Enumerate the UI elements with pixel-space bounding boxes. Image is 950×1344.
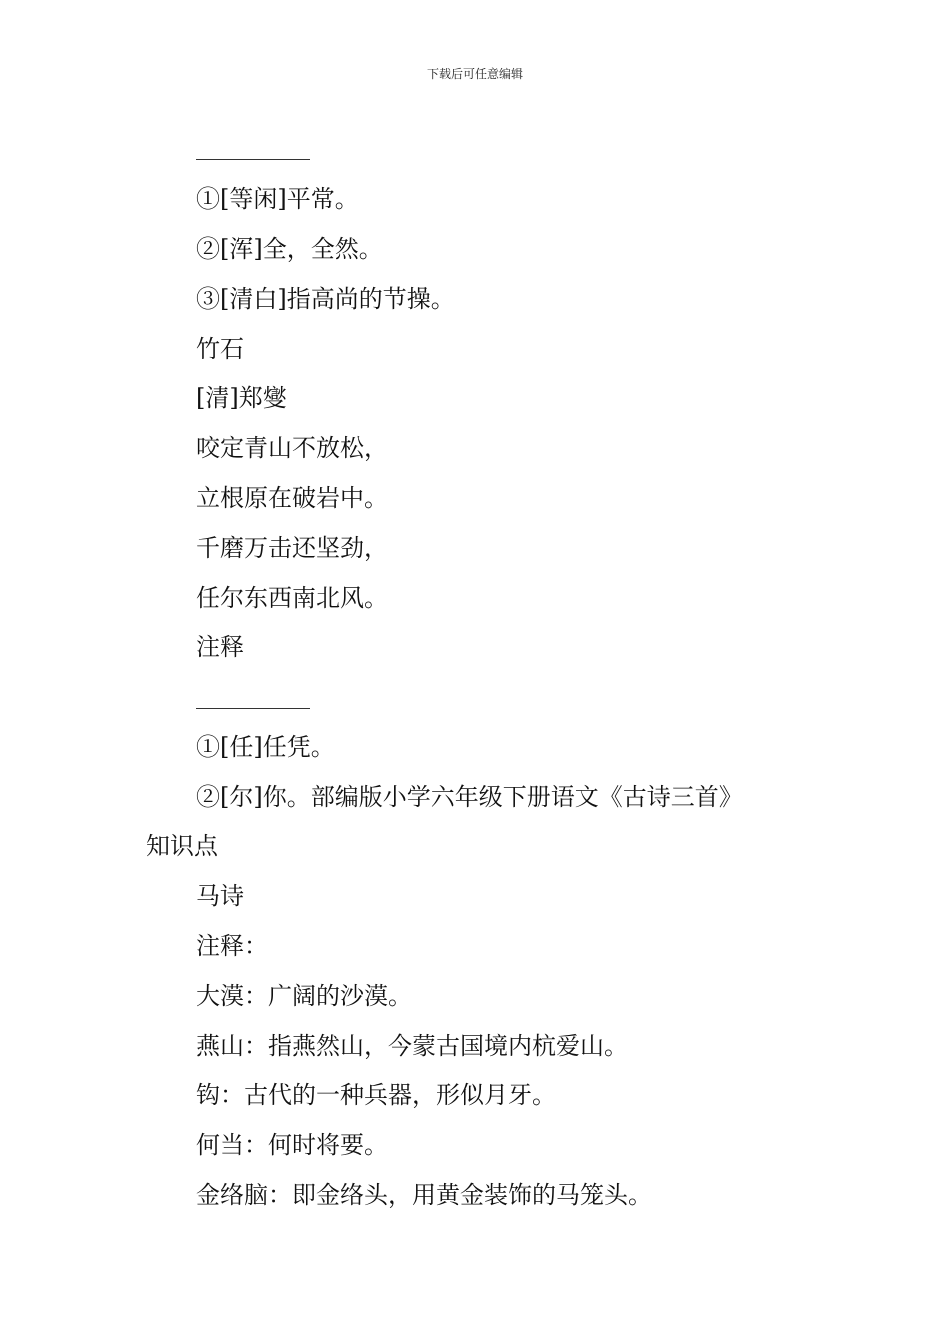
note-line: 燕山：指燕然山，今蒙古国境内杭爱山。	[196, 1032, 628, 1060]
poem-line: 千磨万击还坚劲，	[196, 534, 388, 562]
note-line: ①[等闲]平常。	[196, 185, 359, 213]
note-line-continuation: 知识点	[146, 832, 218, 860]
note-line: 何当：何时将要。	[196, 1131, 388, 1159]
note-line: ①[任]任凭。	[196, 733, 335, 761]
note-line: 大漠：广阔的沙漠。	[196, 982, 412, 1010]
poem-title: 竹石	[196, 335, 244, 363]
note-line: 钩：古代的一种兵器，形似月牙。	[196, 1081, 556, 1109]
notes-heading: 注释	[196, 633, 244, 661]
note-line: ②[尔]你。部编版小学六年级下册语文《古诗三首》	[196, 783, 743, 811]
note-line: ②[浑]全，全然。	[196, 235, 383, 263]
poem-line: 立根原在破岩中。	[196, 484, 388, 512]
page-header: 下载后可任意编辑	[426, 67, 523, 81]
section-title: 马诗	[196, 882, 244, 910]
poem-line: 任尔东西南北风。	[196, 584, 388, 612]
footnote-divider	[196, 159, 310, 160]
note-line: 金络脑：即金络头，用黄金装饰的马笼头。	[196, 1181, 652, 1209]
notes-heading: 注释：	[196, 932, 268, 960]
poem-author: [清]郑燮	[196, 384, 287, 412]
footnote-divider	[196, 708, 310, 709]
note-line: ③[清白]指高尚的节操。	[196, 285, 455, 313]
poem-line: 咬定青山不放松，	[196, 434, 388, 462]
